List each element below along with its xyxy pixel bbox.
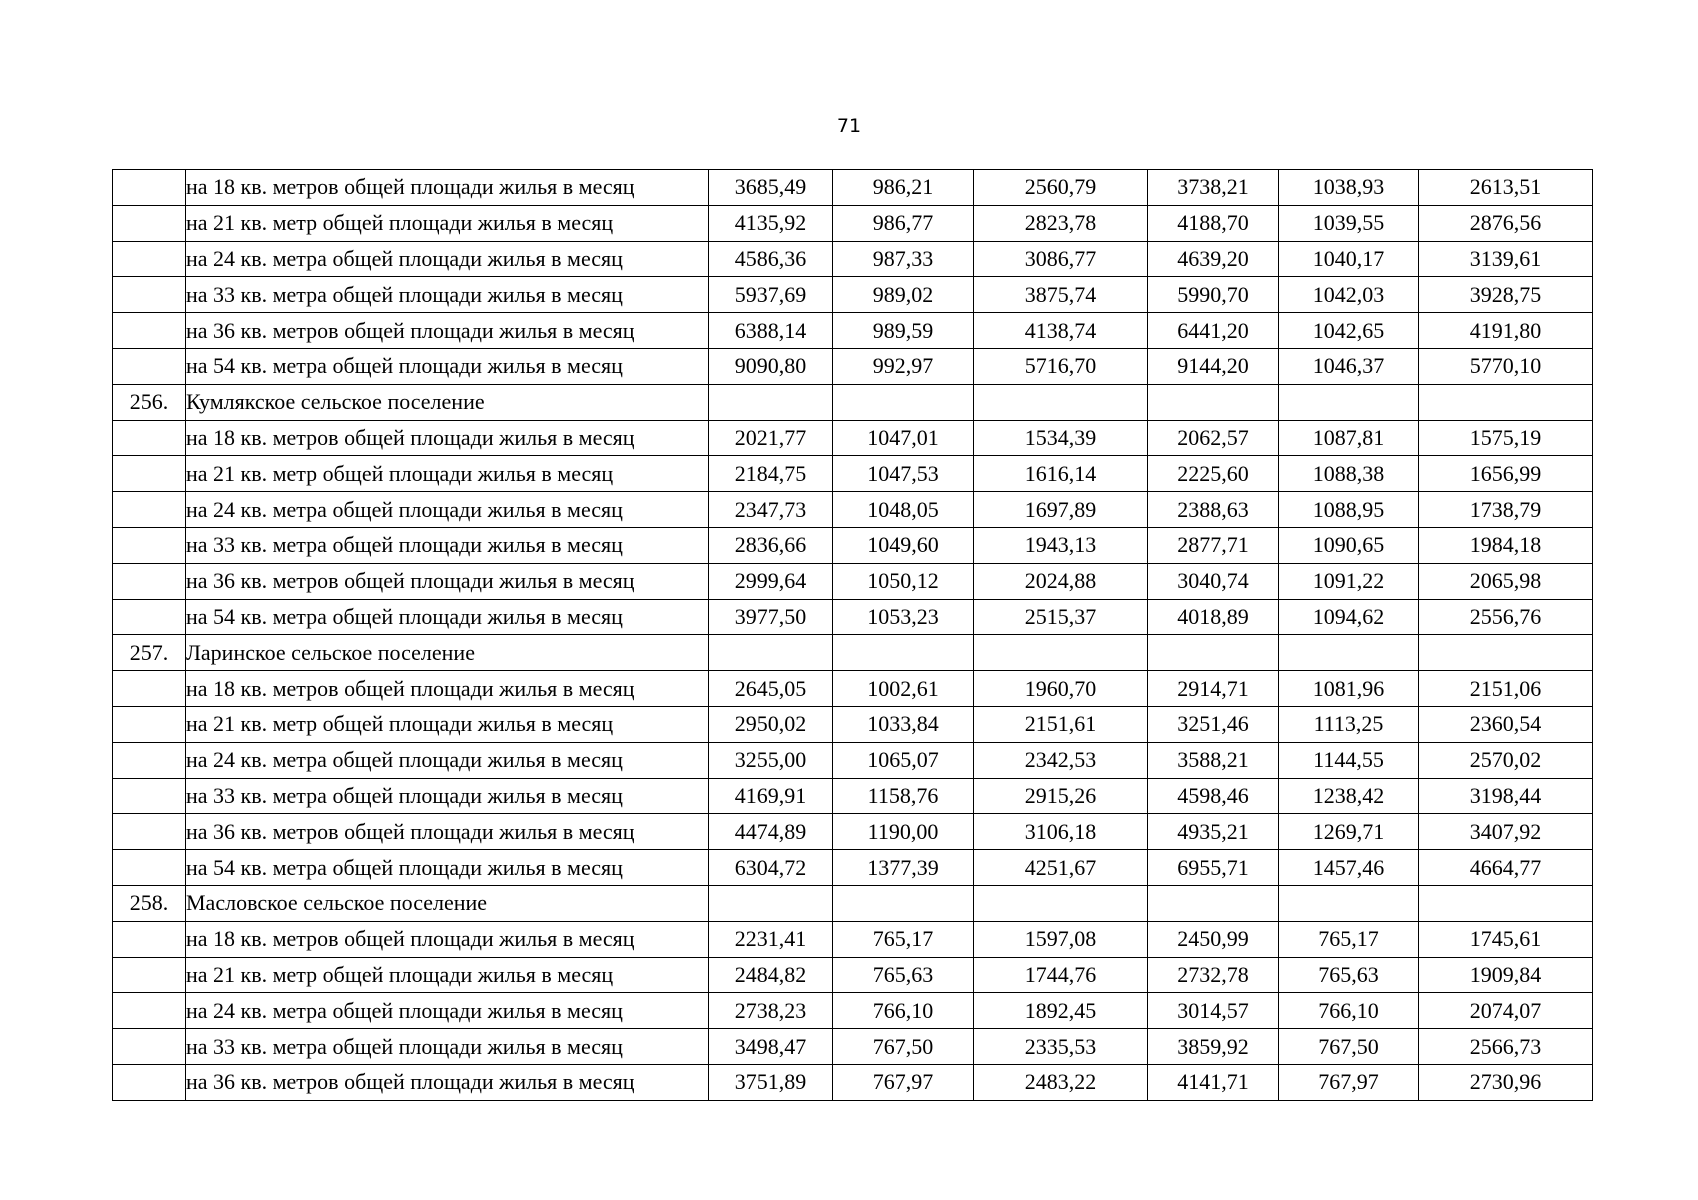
table-row — [113, 241, 1593, 277]
value-cell-col-6: 2613,51 — [1419, 170, 1593, 206]
value-cell-col-3 — [974, 635, 1148, 671]
value-cell-col-5: 1457,46 — [1279, 850, 1419, 886]
value-cell-col-1: 2347,73 — [709, 492, 833, 528]
value-cell-col-1: 4474,89 — [709, 814, 833, 850]
value-cell-col-4: 5990,70 — [1148, 277, 1279, 313]
area-norm-cell: на 24 кв. метра общей площади жилья в месяц — [186, 492, 709, 528]
area-norm-cell: на 21 кв. метр общей площади жилья в месяц — [186, 456, 709, 492]
value-cell-col-2: 1033,84 — [833, 706, 974, 742]
value-cell-col-5: 1094,62 — [1279, 599, 1419, 635]
table-row — [113, 599, 1593, 635]
area-norm-cell: на 36 кв. метров общей площади жилья в месяц — [186, 313, 709, 349]
row-number-cell — [113, 241, 186, 277]
value-cell-col-2: 1065,07 — [833, 742, 974, 778]
row-number-cell — [113, 348, 186, 384]
value-cell-col-1: 2999,64 — [709, 563, 833, 599]
tariff-table — [112, 169, 1593, 1101]
value-cell-col-1: 4135,92 — [709, 205, 833, 241]
value-cell-col-5: 1042,65 — [1279, 313, 1419, 349]
value-cell-col-5: 1042,03 — [1279, 277, 1419, 313]
value-cell-col-6: 2360,54 — [1419, 706, 1593, 742]
value-cell-col-3: 2823,78 — [974, 205, 1148, 241]
value-cell-col-5: 767,97 — [1279, 1064, 1419, 1100]
row-number-cell — [113, 599, 186, 635]
value-cell-col-1: 3255,00 — [709, 742, 833, 778]
area-norm-cell: на 24 кв. метра общей площади жилья в месяц — [186, 241, 709, 277]
value-cell-col-3: 2483,22 — [974, 1064, 1148, 1100]
value-cell-col-4: 4018,89 — [1148, 599, 1279, 635]
table-row — [113, 742, 1593, 778]
value-cell-col-3: 1943,13 — [974, 527, 1148, 563]
area-norm-cell: на 33 кв. метра общей площади жилья в месяц — [186, 527, 709, 563]
value-cell-col-5: 765,63 — [1279, 957, 1419, 993]
table-row — [113, 814, 1593, 850]
value-cell-col-2: 987,33 — [833, 241, 974, 277]
value-cell-col-6: 2730,96 — [1419, 1064, 1593, 1100]
value-cell-col-3: 4138,74 — [974, 313, 1148, 349]
value-cell-col-3: 5716,70 — [974, 348, 1148, 384]
value-cell-col-4: 3588,21 — [1148, 742, 1279, 778]
table-body — [113, 170, 1593, 1101]
value-cell-col-2: 767,97 — [833, 1064, 974, 1100]
value-cell-col-2: 1002,61 — [833, 671, 974, 707]
area-norm-cell: на 36 кв. метров общей площади жилья в месяц — [186, 814, 709, 850]
value-cell-col-2: 1158,76 — [833, 778, 974, 814]
value-cell-col-3: 1697,89 — [974, 492, 1148, 528]
value-cell-col-2: 767,50 — [833, 1029, 974, 1065]
row-number-cell — [113, 456, 186, 492]
value-cell-col-2: 765,17 — [833, 921, 974, 957]
table-row — [113, 313, 1593, 349]
value-cell-col-4: 4188,70 — [1148, 205, 1279, 241]
value-cell-col-3: 2335,53 — [974, 1029, 1148, 1065]
area-norm-cell: на 54 кв. метра общей площади жилья в месяц — [186, 348, 709, 384]
value-cell-col-5: 1088,95 — [1279, 492, 1419, 528]
area-norm-cell: на 21 кв. метр общей площади жилья в месяц — [186, 706, 709, 742]
value-cell-col-2: 986,21 — [833, 170, 974, 206]
settlement-name-cell: Кумлякское сельское поселение — [186, 384, 709, 420]
value-cell-col-3: 4251,67 — [974, 850, 1148, 886]
value-cell-col-3: 2560,79 — [974, 170, 1148, 206]
value-cell-col-1: 2021,77 — [709, 420, 833, 456]
value-cell-col-4: 2732,78 — [1148, 957, 1279, 993]
value-cell-col-5: 1091,22 — [1279, 563, 1419, 599]
value-cell-col-1: 2950,02 — [709, 706, 833, 742]
row-number-cell — [113, 205, 186, 241]
value-cell-col-3: 1744,76 — [974, 957, 1148, 993]
value-cell-col-4: 6441,20 — [1148, 313, 1279, 349]
value-cell-col-5 — [1279, 885, 1419, 921]
table-row — [113, 778, 1593, 814]
value-cell-col-5: 1090,65 — [1279, 527, 1419, 563]
value-cell-col-6: 2151,06 — [1419, 671, 1593, 707]
value-cell-col-4: 3251,46 — [1148, 706, 1279, 742]
value-cell-col-2: 989,59 — [833, 313, 974, 349]
value-cell-col-1 — [709, 635, 833, 671]
value-cell-col-2: 1190,00 — [833, 814, 974, 850]
value-cell-col-4: 4141,71 — [1148, 1064, 1279, 1100]
value-cell-col-6 — [1419, 635, 1593, 671]
value-cell-col-6 — [1419, 384, 1593, 420]
table-row — [113, 456, 1593, 492]
value-cell-col-4: 9144,20 — [1148, 348, 1279, 384]
row-number-cell — [113, 706, 186, 742]
row-number-cell: 257. — [113, 635, 186, 671]
value-cell-col-3: 3086,77 — [974, 241, 1148, 277]
table-row — [113, 348, 1593, 384]
area-norm-cell: на 33 кв. метра общей площади жилья в месяц — [186, 1029, 709, 1065]
value-cell-col-4: 3040,74 — [1148, 563, 1279, 599]
value-cell-col-2: 989,02 — [833, 277, 974, 313]
value-cell-col-1: 3498,47 — [709, 1029, 833, 1065]
row-number-cell — [113, 957, 186, 993]
value-cell-col-3: 1597,08 — [974, 921, 1148, 957]
value-cell-col-2: 992,97 — [833, 348, 974, 384]
value-cell-col-5: 1144,55 — [1279, 742, 1419, 778]
value-cell-col-5 — [1279, 635, 1419, 671]
value-cell-col-6: 1738,79 — [1419, 492, 1593, 528]
value-cell-col-1: 3685,49 — [709, 170, 833, 206]
area-norm-cell: на 18 кв. метров общей площади жилья в месяц — [186, 170, 709, 206]
value-cell-col-6: 2065,98 — [1419, 563, 1593, 599]
row-number-cell — [113, 850, 186, 886]
value-cell-col-1: 9090,80 — [709, 348, 833, 384]
value-cell-col-2: 1048,05 — [833, 492, 974, 528]
value-cell-col-1: 3977,50 — [709, 599, 833, 635]
value-cell-col-4: 4935,21 — [1148, 814, 1279, 850]
value-cell-col-3: 2915,26 — [974, 778, 1148, 814]
table-row — [113, 205, 1593, 241]
table-row — [113, 420, 1593, 456]
value-cell-col-6: 4664,77 — [1419, 850, 1593, 886]
value-cell-col-6: 1984,18 — [1419, 527, 1593, 563]
row-number-cell — [113, 742, 186, 778]
value-cell-col-5: 765,17 — [1279, 921, 1419, 957]
area-norm-cell: на 24 кв. метра общей площади жилья в месяц — [186, 742, 709, 778]
value-cell-col-6: 5770,10 — [1419, 348, 1593, 384]
value-cell-col-3: 1960,70 — [974, 671, 1148, 707]
value-cell-col-1: 2231,41 — [709, 921, 833, 957]
value-cell-col-3: 2515,37 — [974, 599, 1148, 635]
value-cell-col-6: 1575,19 — [1419, 420, 1593, 456]
value-cell-col-6: 3407,92 — [1419, 814, 1593, 850]
area-norm-cell: на 18 кв. метров общей площади жилья в месяц — [186, 921, 709, 957]
table-row — [113, 1064, 1593, 1100]
table-row — [113, 492, 1593, 528]
value-cell-col-2 — [833, 635, 974, 671]
value-cell-col-6: 1656,99 — [1419, 456, 1593, 492]
value-cell-col-6: 2566,73 — [1419, 1029, 1593, 1065]
value-cell-col-1: 6304,72 — [709, 850, 833, 886]
value-cell-col-4: 3014,57 — [1148, 993, 1279, 1029]
value-cell-col-5: 1039,55 — [1279, 205, 1419, 241]
value-cell-col-5: 1040,17 — [1279, 241, 1419, 277]
value-cell-col-1: 6388,14 — [709, 313, 833, 349]
value-cell-col-2: 1047,53 — [833, 456, 974, 492]
value-cell-col-6: 2074,07 — [1419, 993, 1593, 1029]
row-number-cell: 258. — [113, 885, 186, 921]
value-cell-col-5: 1238,42 — [1279, 778, 1419, 814]
value-cell-col-4: 2388,63 — [1148, 492, 1279, 528]
value-cell-col-3: 2024,88 — [974, 563, 1148, 599]
value-cell-col-6: 2570,02 — [1419, 742, 1593, 778]
value-cell-col-1: 2184,75 — [709, 456, 833, 492]
value-cell-col-4: 2877,71 — [1148, 527, 1279, 563]
value-cell-col-3: 2342,53 — [974, 742, 1148, 778]
value-cell-col-2: 986,77 — [833, 205, 974, 241]
value-cell-col-4: 2062,57 — [1148, 420, 1279, 456]
table-row — [113, 527, 1593, 563]
value-cell-col-1: 3751,89 — [709, 1064, 833, 1100]
settlement-name-cell: Масловское сельское поселение — [186, 885, 709, 921]
row-number-cell — [113, 921, 186, 957]
value-cell-col-4: 2450,99 — [1148, 921, 1279, 957]
value-cell-col-5: 766,10 — [1279, 993, 1419, 1029]
table-row — [113, 850, 1593, 886]
table-row — [113, 957, 1593, 993]
section-row — [113, 885, 1593, 921]
value-cell-col-5: 1087,81 — [1279, 420, 1419, 456]
value-cell-col-1 — [709, 885, 833, 921]
value-cell-col-4: 3738,21 — [1148, 170, 1279, 206]
value-cell-col-6: 4191,80 — [1419, 313, 1593, 349]
value-cell-col-3: 3875,74 — [974, 277, 1148, 313]
table-row — [113, 277, 1593, 313]
value-cell-col-4: 2914,71 — [1148, 671, 1279, 707]
value-cell-col-4: 4639,20 — [1148, 241, 1279, 277]
value-cell-col-4 — [1148, 635, 1279, 671]
value-cell-col-6: 1909,84 — [1419, 957, 1593, 993]
value-cell-col-5: 767,50 — [1279, 1029, 1419, 1065]
value-cell-col-2 — [833, 885, 974, 921]
value-cell-col-6: 2876,56 — [1419, 205, 1593, 241]
value-cell-col-2: 1050,12 — [833, 563, 974, 599]
value-cell-col-4: 3859,92 — [1148, 1029, 1279, 1065]
value-cell-col-6: 3928,75 — [1419, 277, 1593, 313]
value-cell-col-2: 1047,01 — [833, 420, 974, 456]
area-norm-cell: на 18 кв. метров общей площади жилья в месяц — [186, 420, 709, 456]
table-row — [113, 563, 1593, 599]
row-number-cell — [113, 778, 186, 814]
value-cell-col-4 — [1148, 885, 1279, 921]
area-norm-cell: на 21 кв. метр общей площади жилья в месяц — [186, 205, 709, 241]
area-norm-cell: на 24 кв. метра общей площади жилья в месяц — [186, 993, 709, 1029]
value-cell-col-2: 1053,23 — [833, 599, 974, 635]
value-cell-col-5: 1046,37 — [1279, 348, 1419, 384]
value-cell-col-6: 2556,76 — [1419, 599, 1593, 635]
value-cell-col-4: 2225,60 — [1148, 456, 1279, 492]
section-row — [113, 384, 1593, 420]
row-number-cell — [113, 492, 186, 528]
value-cell-col-6: 3198,44 — [1419, 778, 1593, 814]
value-cell-col-4: 4598,46 — [1148, 778, 1279, 814]
value-cell-col-4 — [1148, 384, 1279, 420]
value-cell-col-6: 1745,61 — [1419, 921, 1593, 957]
value-cell-col-5 — [1279, 384, 1419, 420]
row-number-cell — [113, 1029, 186, 1065]
value-cell-col-1: 2836,66 — [709, 527, 833, 563]
value-cell-col-5: 1088,38 — [1279, 456, 1419, 492]
row-number-cell — [113, 563, 186, 599]
row-number-cell — [113, 170, 186, 206]
row-number-cell — [113, 814, 186, 850]
value-cell-col-3: 1892,45 — [974, 993, 1148, 1029]
value-cell-col-3: 1616,14 — [974, 456, 1148, 492]
area-norm-cell: на 33 кв. метра общей площади жилья в месяц — [186, 778, 709, 814]
value-cell-col-2: 1377,39 — [833, 850, 974, 886]
area-norm-cell: на 54 кв. метра общей площади жилья в месяц — [186, 850, 709, 886]
value-cell-col-2 — [833, 384, 974, 420]
page-number: 71 — [836, 115, 862, 137]
value-cell-col-2: 1049,60 — [833, 527, 974, 563]
row-number-cell — [113, 993, 186, 1029]
table-row — [113, 706, 1593, 742]
row-number-cell: 256. — [113, 384, 186, 420]
value-cell-col-6 — [1419, 885, 1593, 921]
value-cell-col-5: 1038,93 — [1279, 170, 1419, 206]
value-cell-col-1: 5937,69 — [709, 277, 833, 313]
area-norm-cell: на 36 кв. метров общей площади жилья в месяц — [186, 1064, 709, 1100]
value-cell-col-2: 765,63 — [833, 957, 974, 993]
table-row — [113, 921, 1593, 957]
value-cell-col-5: 1113,25 — [1279, 706, 1419, 742]
table-row — [113, 671, 1593, 707]
row-number-cell — [113, 527, 186, 563]
table-row — [113, 170, 1593, 206]
row-number-cell — [113, 277, 186, 313]
area-norm-cell: на 21 кв. метр общей площади жилья в месяц — [186, 957, 709, 993]
table-row — [113, 1029, 1593, 1065]
value-cell-col-1: 2484,82 — [709, 957, 833, 993]
value-cell-col-3 — [974, 885, 1148, 921]
value-cell-col-3 — [974, 384, 1148, 420]
value-cell-col-1: 2738,23 — [709, 993, 833, 1029]
area-norm-cell: на 33 кв. метра общей площади жилья в месяц — [186, 277, 709, 313]
value-cell-col-1 — [709, 384, 833, 420]
row-number-cell — [113, 420, 186, 456]
area-norm-cell: на 36 кв. метров общей площади жилья в месяц — [186, 563, 709, 599]
settlement-name-cell: Ларинское сельское поселение — [186, 635, 709, 671]
value-cell-col-1: 4586,36 — [709, 241, 833, 277]
area-norm-cell: на 18 кв. метров общей площади жилья в месяц — [186, 671, 709, 707]
value-cell-col-3: 1534,39 — [974, 420, 1148, 456]
table-row — [113, 993, 1593, 1029]
row-number-cell — [113, 671, 186, 707]
value-cell-col-5: 1269,71 — [1279, 814, 1419, 850]
value-cell-col-1: 4169,91 — [709, 778, 833, 814]
value-cell-col-6: 3139,61 — [1419, 241, 1593, 277]
value-cell-col-2: 766,10 — [833, 993, 974, 1029]
value-cell-col-1: 2645,05 — [709, 671, 833, 707]
section-row — [113, 635, 1593, 671]
value-cell-col-3: 2151,61 — [974, 706, 1148, 742]
value-cell-col-5: 1081,96 — [1279, 671, 1419, 707]
row-number-cell — [113, 313, 186, 349]
row-number-cell — [113, 1064, 186, 1100]
value-cell-col-4: 6955,71 — [1148, 850, 1279, 886]
value-cell-col-3: 3106,18 — [974, 814, 1148, 850]
area-norm-cell: на 54 кв. метра общей площади жилья в месяц — [186, 599, 709, 635]
